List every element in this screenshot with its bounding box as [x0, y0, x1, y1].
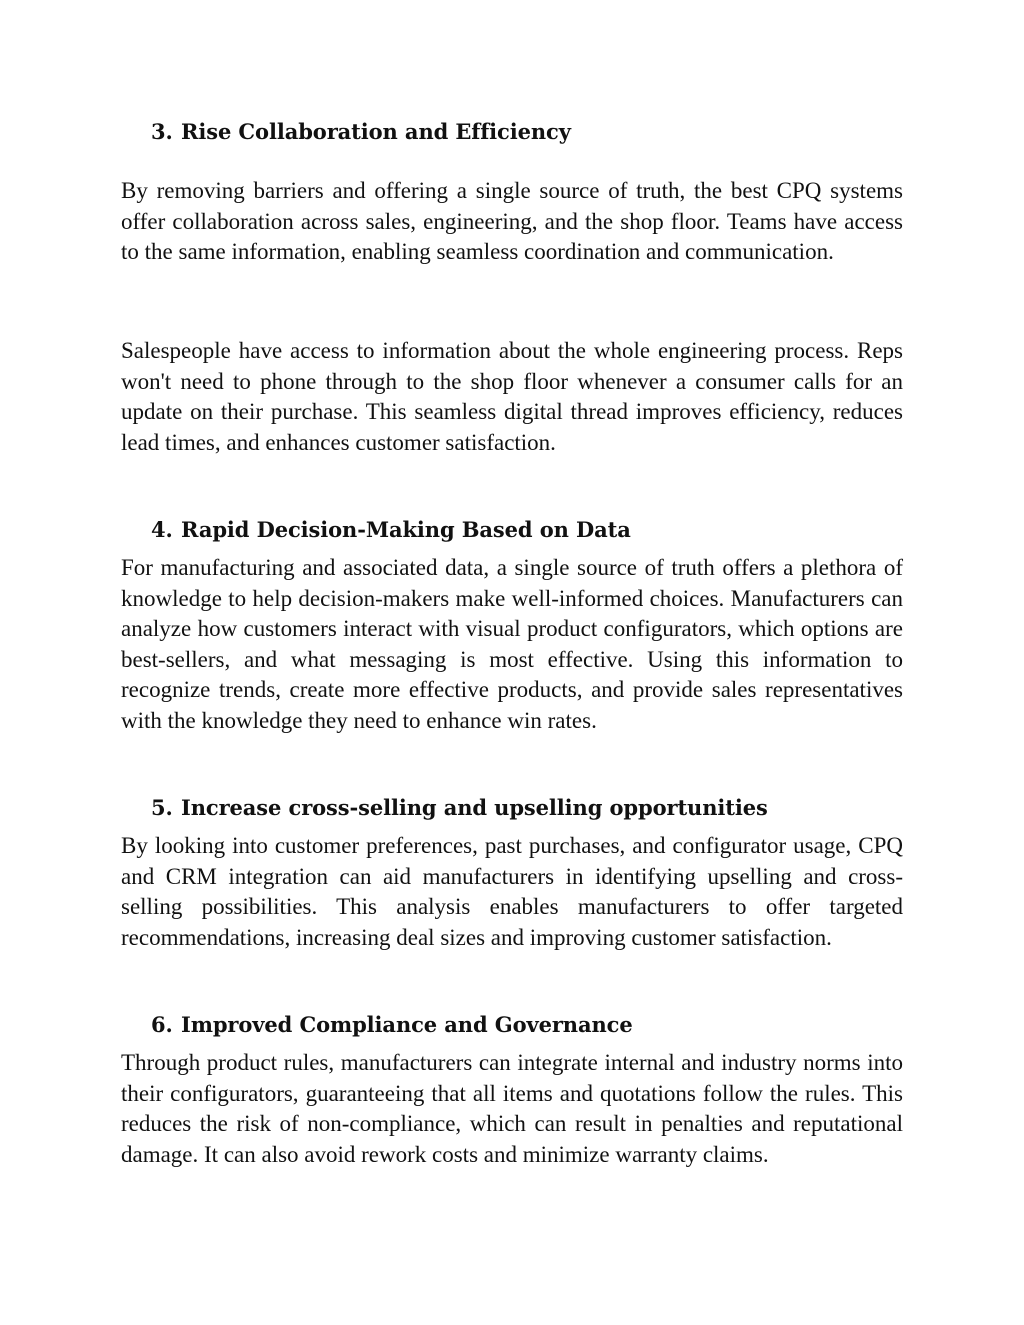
section-title: Increase cross-selling and upselling opportunities	[181, 795, 768, 820]
section-title: Rise Collaboration and Efficiency	[181, 119, 571, 144]
section-heading-3	[151, 118, 571, 146]
section-heading-5	[151, 794, 768, 822]
section-heading-4	[151, 516, 631, 544]
section-6-paragraph-1: Through product rules, manufacturers can integrate internal and industry norms into their configurators, guaranteeing that all items and quotations follow the rules. This reduces the risk of non-compliance, which can result in penalties and reputational damage. It can also avoid rework costs and minimize warranty claims.	[121, 1050, 903, 1167]
section-number: 4.	[151, 517, 173, 542]
section-title: Improved Compliance and Governance	[181, 1012, 633, 1037]
section-3-paragraph-1: By removing barriers and offering a single source of truth, the best CPQ systems offer collaboration across sales, engineering, and the shop floor. Teams have access to the same information, enabling seamless coordination and communication.	[121, 178, 903, 265]
section-number: 5.	[151, 795, 173, 820]
section-heading-6	[151, 1011, 633, 1039]
section-title: Rapid Decision-Making Based on Data	[181, 517, 631, 542]
section-number: 6.	[151, 1012, 173, 1037]
section-3-paragraph-2: Salespeople have access to information about the whole engineering process. Reps won't need to phone through to the shop floor whenever a consumer calls for an update on their purchase. This seamless digital thread improves efficiency, reduces lead times, and enhances customer satisfaction.	[121, 338, 903, 455]
section-5-paragraph-1: By looking into customer preferences, past purchases, and configurator usage, CPQ and CRM integration can aid manufacturers in identifying upselling and cross-selling possibilities. This analysis enables manufacturers to offer targeted recommendations, increasing deal sizes and improving customer satisfaction.	[121, 833, 903, 950]
section-number: 3.	[151, 119, 173, 144]
section-4-paragraph-1: For manufacturing and associated data, a single source of truth offers a plethora of knowledge to help decision-makers make well-informed choices. Manufacturers can analyze how customers interact with visual product configurators, which options are best-sellers, and what messaging is most effective. Using this information to recognize trends, create more effective products, and provide sales representatives with the knowledge they need to enhance win rates.	[121, 555, 903, 733]
